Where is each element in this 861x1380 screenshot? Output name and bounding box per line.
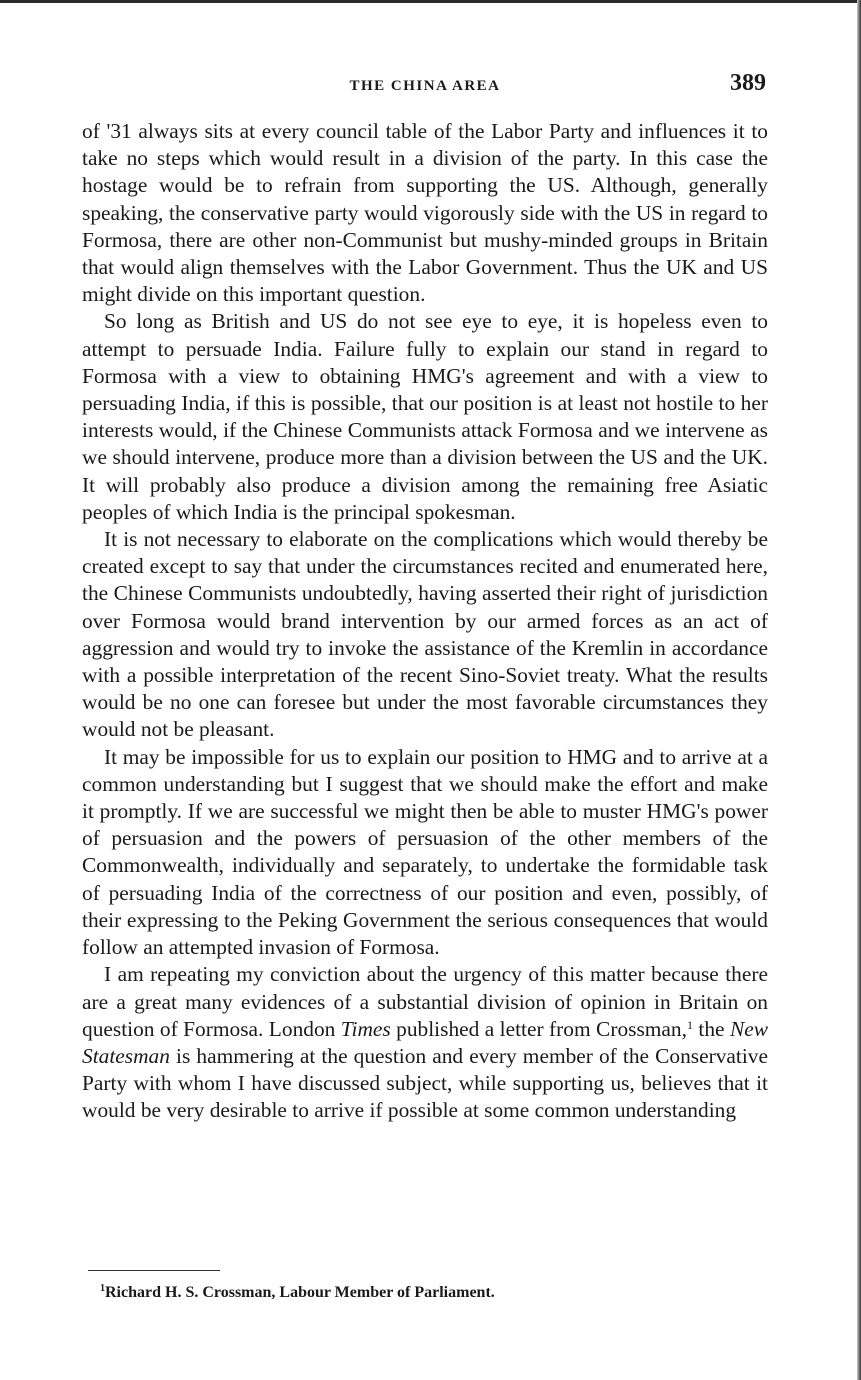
paragraph-2-text: So long as British and US do not see eye to eye, it is hopeless even to attempt to persuade India. Failure fully to explain our stand in regard to Formosa with a view to obtaining HMG's agreement and with a view to persuading India, if this is possible, that our position is at least not hostile to her interests would, if the Chinese Communists attack Formosa and we intervene as we should intervene, produce more than a division between the US and the UK. It will probably also produce a division among the remaining free Asiatic peoples of which India is the principal spokesman.: [82, 309, 768, 524]
paragraph-5: [82, 961, 768, 1124]
paragraph-4: [82, 744, 768, 962]
paragraph-5-text-b: published a letter from Crossman,: [390, 1016, 687, 1041]
paragraph-2: [82, 308, 768, 526]
page-edge-shadow: [857, 0, 861, 1380]
body-text: [82, 118, 768, 1125]
paragraph-1: [82, 118, 768, 308]
footnote-reference: 1: [686, 1017, 693, 1032]
paragraph-3: [82, 526, 768, 744]
page-number: 389: [730, 70, 766, 96]
paragraph-5-text-d: is hammering at the question and every member of the Conservative Party with whom I have discussed subject, while supporting us, believes that it would be very desirable to arrive if possible at some common understanding: [82, 1043, 768, 1123]
top-border-rule: [0, 0, 861, 3]
paragraph-4-text: It may be impossible for us to explain our position to HMG and to arrive at a common understanding but I suggest that we should make the effort and make it promptly. If we are successful we might then be able to muster HMG's power of persuasion and the powers of persuasion of the other members of the Commonwealth, individually and separately, to undertake the formidable task of persuading India of the correctness of our position and even, possibly, of their expressing to the Peking Government the serious consequences that would follow an attempted invasion of Formosa.: [82, 744, 768, 960]
footnote-divider: [88, 1270, 220, 1271]
times-title: Times: [340, 1016, 391, 1041]
page-header: [82, 70, 768, 104]
paragraph-3-text: It is not necessary to elaborate on the complications which would thereby be created except to say that under the circumstances recited and enumerated here, the Chinese Communists undoubtedly, having asserted their right of jurisdiction over Formosa would brand intervention by our armed forces as an act of aggression and would try to invoke the assistance of the Kremlin in accordance with a possible interpretation of the recent Sino-Soviet treaty. What the results would be no one can foresee but under the most favorable circumstances they would not be pleasant.: [82, 527, 768, 742]
paragraph-5-text-c: the: [692, 1016, 730, 1041]
footnote-marker: 1: [100, 1283, 105, 1294]
footnote: [100, 1283, 760, 1303]
paragraph-5-text-a: I am repeating my conviction about the urgency of this matter because there are a great many evidences of a substantial division of opinion in Britain on question of Formosa. London: [82, 962, 768, 1041]
running-title: THE CHINA AREA: [349, 78, 501, 94]
paragraph-1-text: of '31 always sits at every council table of the Labor Party and influences it to take no steps which would result in a division of the party. In this case the hostage would be to refrain from supporting the US. Although, generally speaking, the conservative party would vigorously side with the US in regard to Formosa, there are other non-Communist but mushy-minded groups in Britain that would align themselves with the Labor Government. Thus the UK and US might divide on this important question.: [82, 119, 768, 307]
footnote-text: Richard H. S. Crossman, Labour Member of Parliament.: [105, 1284, 495, 1301]
new-statesman-title: New Statesman: [82, 1016, 768, 1068]
